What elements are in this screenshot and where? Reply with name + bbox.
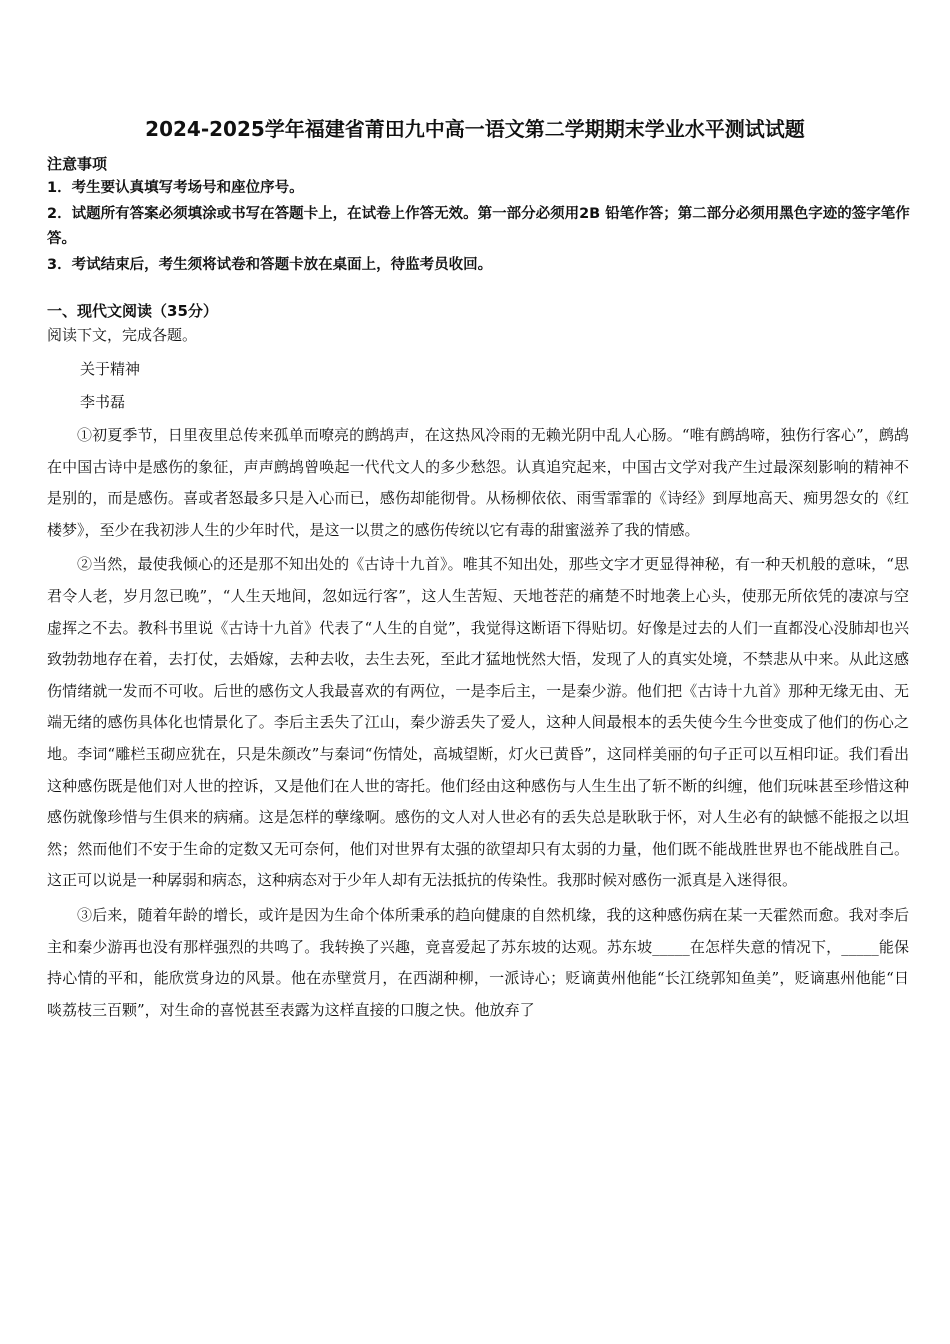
essay-author: 李书磊 [80, 393, 126, 411]
essay-title: 关于精神 [80, 360, 141, 378]
section-heading: 一、现代文阅读（35分） [47, 302, 218, 320]
essay-paragraph: ①初夏季节，日里夜里总传来孤单而嘹亮的鹧鸪声，在这热风冷雨的无赖光阴中乱人心肠。“唯有鹧鸪啼，独伤行客心”，鹧鸪在中国古诗中是感伤的象征，声声鹧鸪曾唤起一代代文人的多少愁怨。认真追究起来，中国古文学对我产生过最深刻影响的精神不是别的，而是感伤。喜或者怒最多只是入心而已，感伤却能彻骨。从杨柳依依、雨雪霏霏的《诗经》到厚地高天、痴男怨女的《红楼梦》，至少在我初涉人生的少年时代，是这一以贯之的感伤传统以它有毒的甜蜜滋养了我的情感。 [47, 426, 909, 539]
reading-instruction: 阅读下文，完成各题。 [47, 326, 198, 344]
notice-item: 1．考生要认真填写考场号和座位序号。 [47, 180, 304, 196]
essay-paragraph: ②当然，最使我倾心的还是那不知出处的《古诗十九首》。唯其不知出处，那些文字才更显得神秘，有一种天机般的意味，“思君令人老，岁月忽已晚”，“人生天地间，忽如远行客”，这人生苦短、天地苍茫的痛楚不时地袭上心头，使那无所依凭的凄凉与空虚挥之不去。教科书里说《古诗十九首》代表了“人生的自觉”，我觉得这断语下得贴切。好像是过去的人们一直都没心没肺却也兴致勃勃地存在着，去打仗，去婚嫁，去种去收，去生去死，至此才猛地恍然大悟，发现了人的真实处境，不禁悲从中来。从此这感伤情绪就一发而不可收。后世的感伤文人我最喜欢的有两位，一是李后主，一是秦少游。他们把《古诗十九首》那种无缘无由、无端无绪的感伤具体化也情景化了。李后主丢失了江山，秦少游丢失了爱人，这种人间最根本的丢失使今生今世变成了他们的伤心之地。李词“雕栏玉砌应犹在，只是朱颜改”与秦词“伤情处，高城望断，灯火已黄昏”，这同样美丽的句子正可以互相印证。我们看出这种感伤既是他们对人世的控诉，又是他们在人世的寄托。他们经由这种感伤与人生生出了斩不断的纠缠，他们玩味甚至珍惜这种感伤就像珍惜与生俱来的病痛。这是怎样的孽缘啊。感伤的文人对人世必有的丢失总是耿耿于怀，对人生必有的缺憾不能报之以坦然；然而他们不安于生命的定数又无可奈何，他们对世界有太强的欲望却只有太弱的力量，他们既不能战胜世界也不能战胜自己。这正可以说是一种孱弱和病态，这种病态对于少年人却有无法抵抗的传染性。我那时候对感伤一派真是入迷得很。 [47, 555, 909, 890]
notice-heading: 注意事项 [47, 155, 108, 173]
essay-paragraph: ③后来，随着年龄的增长，或许是因为生命个体所秉承的趋向健康的自然机缘，我的这种感伤病在某一天霍然而愈。我对李后主和秦少游再也没有那样强烈的共鸣了。我转换了兴趣，竟喜爱起了苏东坡的达观。苏东坡_____在怎样失意的情况下，_____能保持心情的平和，能欣赏身边的风景。他在赤壁赏月，在西湖种柳，一派诗心；贬谪黄州他能“长江绕郭知鱼美”，贬谪惠州他能“日啖荔枝三百颗”，对生命的喜悦甚至表露为这样直接的口腹之快。他放弃了 [47, 905, 909, 1019]
notice-item: 2．试题所有答案必须填涂或书写在答题卡上，在试卷上作答无效。第一部分必须用2B 铅笔作答；第二部分必须用黑色字迹的签字笔作答。 [47, 205, 910, 247]
notice-list [47, 176, 917, 278]
essay-body [47, 420, 909, 1029]
document-title: 2024-2025学年福建省莆田九中高一语文第二学期期末学业水平测试试题 [145, 117, 805, 141]
notice-item: 3．考试结束后，考生须将试卷和答题卡放在桌面上，待监考员收回。 [47, 256, 493, 273]
